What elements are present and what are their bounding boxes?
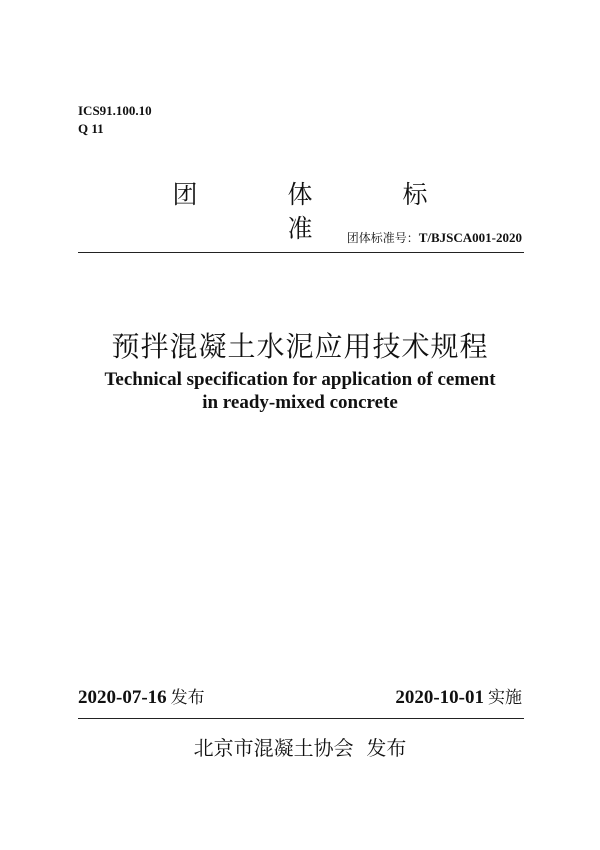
issue-date-value: 2020-07-16	[78, 687, 167, 708]
standard-type-heading: 团 体 标 准	[172, 180, 469, 243]
implementation-date-label: 实施	[488, 688, 522, 708]
title-english-line2: in ready-mixed concrete	[202, 392, 398, 413]
header-divider	[78, 252, 524, 253]
issue-date	[78, 686, 205, 710]
implementation-date-value: 2020-10-01	[395, 687, 484, 708]
standard-number	[347, 230, 522, 246]
standard-number-value: T/BJSCA001-2020	[418, 230, 522, 245]
title-english-line1: Technical specification for application of cement	[104, 369, 496, 390]
ccs-code: Q 11	[78, 121, 104, 136]
publisher: 北京市混凝土协会 发布	[193, 736, 407, 760]
issue-date-label: 发布	[170, 688, 205, 708]
footer-divider	[78, 718, 524, 719]
title-chinese: 预拌混凝土水泥应用技术规程	[111, 330, 489, 363]
implementation-date	[395, 686, 522, 710]
ics-code: ICS91.100.10	[78, 103, 152, 118]
standard-number-label: 团体标准号：	[346, 231, 419, 245]
